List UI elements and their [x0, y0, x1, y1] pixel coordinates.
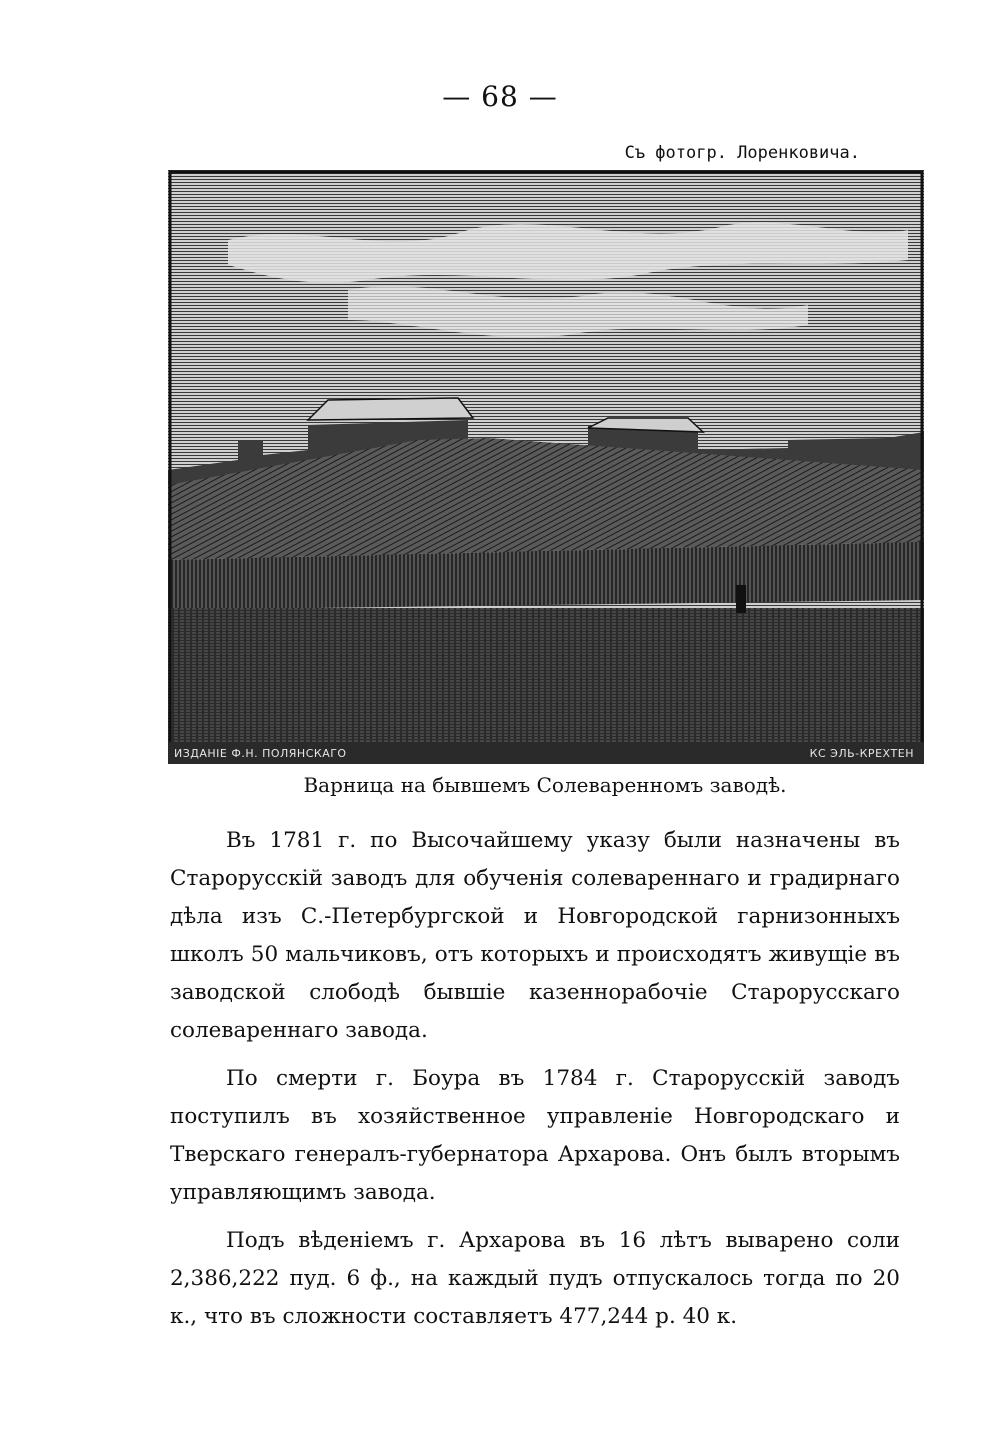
- page-number: — 68 —: [442, 80, 558, 113]
- publisher-mark: ИЗДАНІЕ Ф.Н. ПОЛЯНСКАГО: [174, 747, 347, 760]
- paragraph: Въ 1781 г. по Высочайшему указу были назначены въ Старорусскій заводъ для обученія солевареннаго и градирнаго дѣла изъ С.-Петербургской и Новгородской гарнизонныхъ школъ 50 мальчиковъ, отъ которыхъ и происходятъ живущіе въ заводской слободѣ бывшіе казеннорабочіе Старорусскаго солевареннаго завода.: [170, 828, 900, 1043]
- foreground-ground: [168, 608, 924, 764]
- paragraph: По смерти г. Боура въ 1784 г. Старорусскій заводъ поступилъ въ хозяйственное управленіе Новгородскаго и Тверскаго генералъ-губернатора Архарова. Онъ былъ вторымъ управляющимъ завода.: [170, 1066, 900, 1205]
- engraving-illustration: [168, 170, 924, 764]
- standing-figure: [736, 585, 746, 613]
- body-text: [170, 822, 900, 1346]
- engraver-mark: КС ЭЛЬ-КРЕХТЕН: [809, 747, 914, 760]
- paragraph: Подъ вѣденіемъ г. Архарова въ 16 лѣтъ выварено соли 2,386,222 пуд. 6 ф., на каждый пудъ отпускалось тогда по 20 к., что въ сложности составляетъ 477,244 р. 40 к.: [170, 1228, 900, 1329]
- roof-cupola: [308, 398, 473, 420]
- illustration-caption: Варница на бывшемъ Солеваренномъ заводѣ.: [303, 773, 787, 797]
- photo-credit: Съ фотогр. Лоренковича.: [624, 143, 860, 163]
